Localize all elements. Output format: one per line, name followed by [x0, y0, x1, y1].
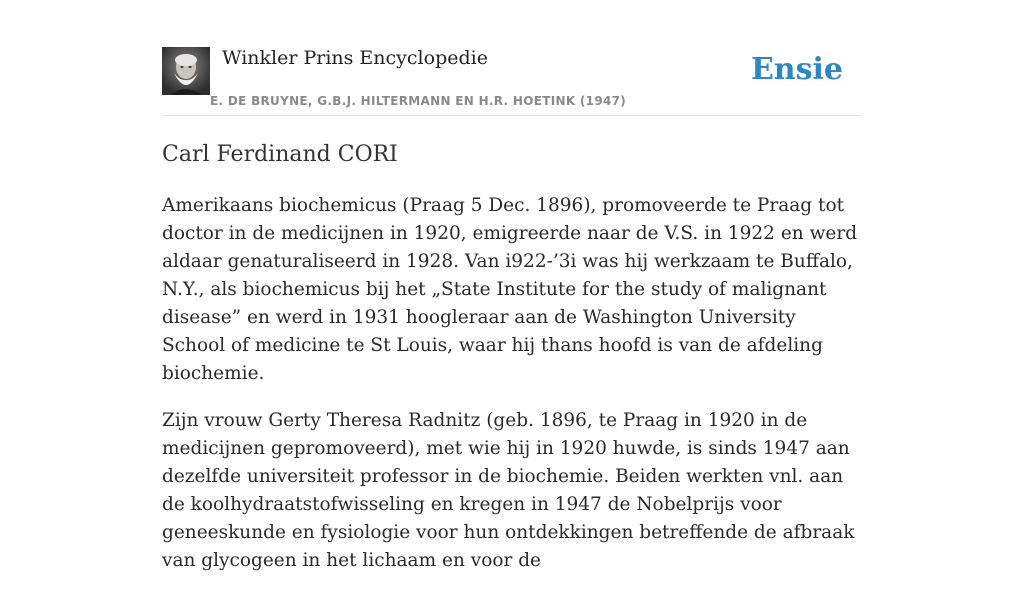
article-body [162, 192, 862, 594]
author-portrait [162, 47, 210, 95]
site-header [162, 46, 862, 116]
article-paragraph: Amerikaans biochemicus (Praag 5 Dec. 1896), promoveerde te Praag tot doctor in de medicijnen in 1920, emigreerde naar de V.S. in 1922 en werd aldaar genaturaliseerd in 1928. Van i922-’3i was hij werkzaam te Buffalo, N.Y., als biochemicus bij het „State Institute for the study of malignant disease” en werd in 1931 hoogleraar aan de Washington University School of medicine te St Louis, waar hij thans hoofd is van de afdeling biochemie. [162, 195, 858, 384]
site-title: Winkler Prins Encyclopedie [222, 47, 488, 69]
article-title: Carl Ferdinand CORI [162, 142, 398, 167]
portrait-image [162, 47, 210, 95]
article-paragraph: Zijn vrouw Gerty Theresa Radnitz (geb. 1896, te Praag in 1920 in de medicijnen gepromoveerd), met wie hij in 1920 huwde, is sinds 1947 aan dezelfde universiteit professor in de biochemie. Beiden werkten vnl. aan de koolhydraatstofwisseling en kregen in 1947 de Nobelprijs voor geneeskunde en fysiologie voor hun ontdekkingen betreffende de afbraak van glycogeen in het lichaam en voor de [162, 410, 855, 571]
brand-logo-link[interactable]: Ensie [750, 52, 843, 87]
site-authors: E. DE BRUYNE, G.B.J. HILTERMANN EN H.R. HOETINK (1947) [210, 94, 627, 108]
